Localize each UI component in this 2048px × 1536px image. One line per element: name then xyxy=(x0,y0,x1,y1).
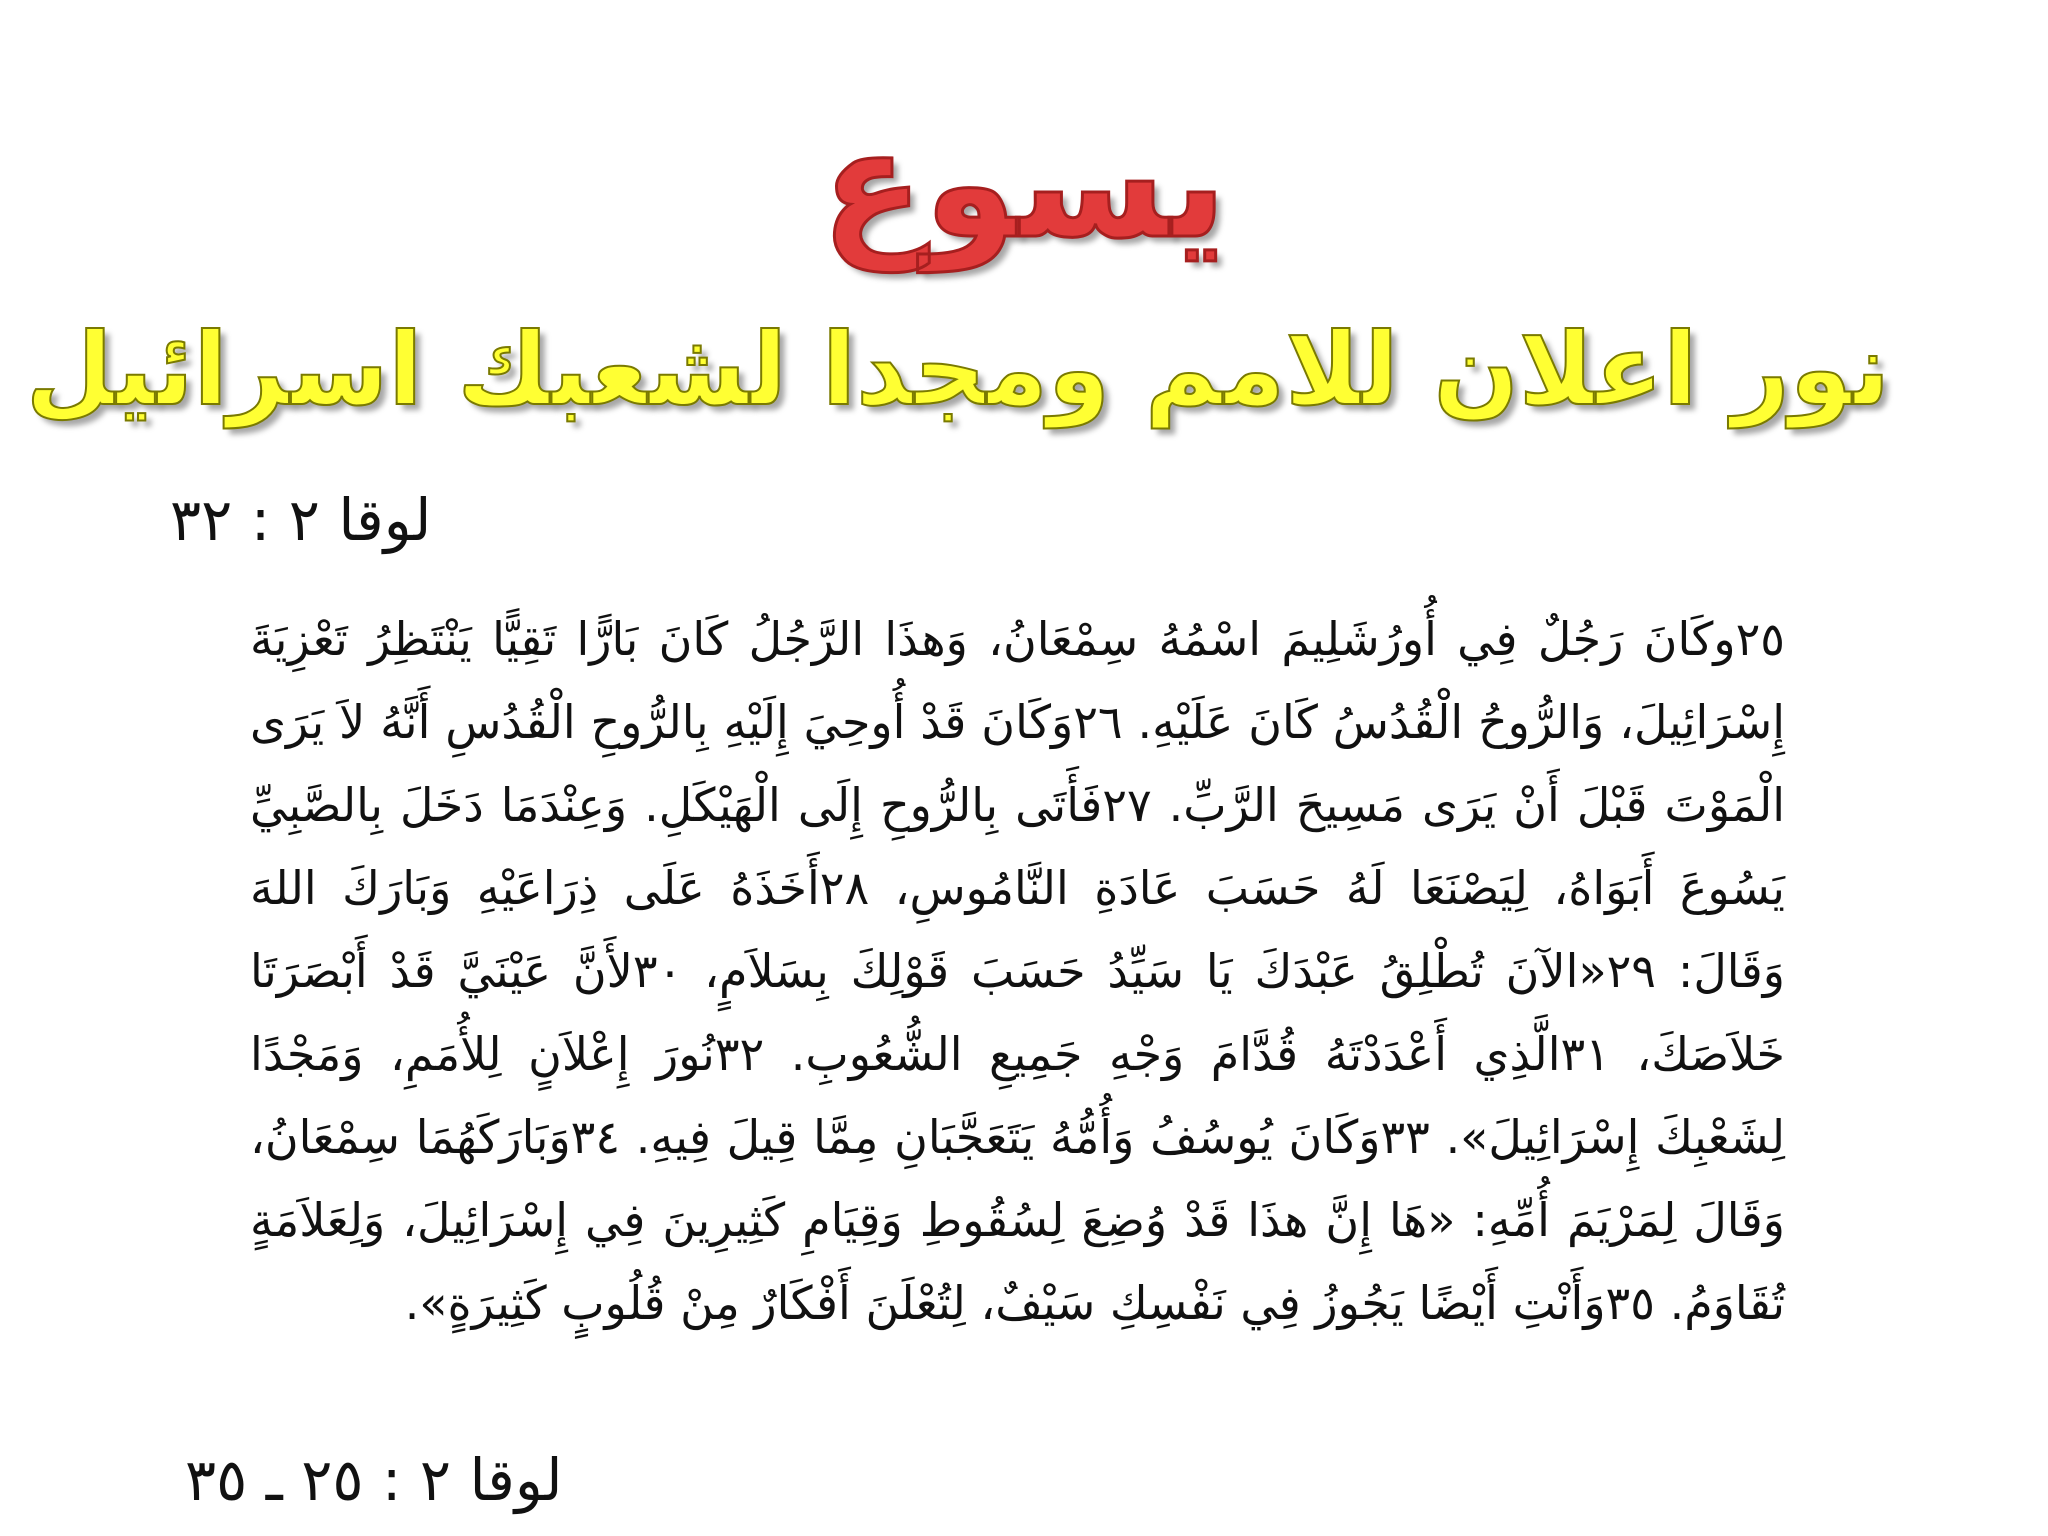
slide-subtitle: نور اعلان للامم ومجدا لشعبك اسرائيل xyxy=(25,311,1890,428)
scripture-reference-top: لوقا ٢ : ٣٢ xyxy=(170,486,432,554)
slide-title: يسوع xyxy=(821,98,1227,272)
scripture-passage xyxy=(250,598,1785,1498)
scripture-reference-bottom: لوقا ٢ : ٢٥ ـ ٣٥ xyxy=(185,1446,563,1514)
passage-text: ٢٥وكَانَ رَجُلٌ فِي أُورُشَلِيمَ اسْمُهُ سِمْعَانُ، وَهذَا الرَّجُلُ كَانَ بَارًّا تَقِيًّا يَنْتَظِرُ تَعْزِيَةَ إِسْرَائِيلَ، وَالرُّوحُ الْقُدُسُ كَانَ عَلَيْهِ. ٢٦وَكَانَ قَدْ أُوحِيَ إِلَيْهِ بِالرُّوحِ الْقُدُسِ أَنَّهُ لاَ يَرَى الْمَوْتَ قَبْلَ أَنْ يَرَى مَسِيحَ الرَّبِّ. ٢٧فَأَتَى بِالرُّوحِ إِلَى الْهَيْكَلِ. وَعِنْدَمَا دَخَلَ بِالصَّبِيِّ يَسُوعَ أَبَوَاهُ، لِيَصْنَعَا لَهُ حَسَبَ عَادَةِ النَّامُوسِ، ٢٨أَخَذَهُ عَلَى ذِرَاعَيْهِ وَبَارَكَ اللهَ وَقَالَ: ٢٩«الآنَ تُطْلِقُ عَبْدَكَ يَا سَيِّدُ حَسَبَ قَوْلِكَ بِسَلاَمٍ، ٣٠لأَنَّ عَيْنَيَّ قَدْ أَبْصَرَتَا خَلاَصَكَ، ٣١الَّذِي أَعْدَدْتَهُ قُدَّامَ وَجْهِ جَمِيعِ الشُّعُوبِ. ٣٢نُورَ إِعْلاَنٍ لِلأُمَمِ، وَمَجْدًا لِشَعْبِكَ إِسْرَائِيلَ». ٣٣وَكَانَ يُوسُفُ وَأُمُّهُ يَتَعَجَّبَانِ مِمَّا قِيلَ فِيهِ. ٣٤وَبَارَكَهُمَا سِمْعَانُ، وَقَالَ لِمَرْيَمَ أُمِّهِ: «هَا إِنَّ هذَا قَدْ وُضِعَ لِسُقُوطِ وَقِيَامِ كَثِيرِينَ فِي إِسْرَائِيلَ، وَلِعَلاَمَةٍ تُقَاوَمُ. ٣٥وَأَنْتِ أَيْضًا يَجُوزُ فِي نَفْسِكِ سَيْفٌ، لِتُعْلَنَ أَفْكَارٌ مِنْ قُلُوبٍ كَثِيرَةٍ». xyxy=(250,612,1785,1330)
